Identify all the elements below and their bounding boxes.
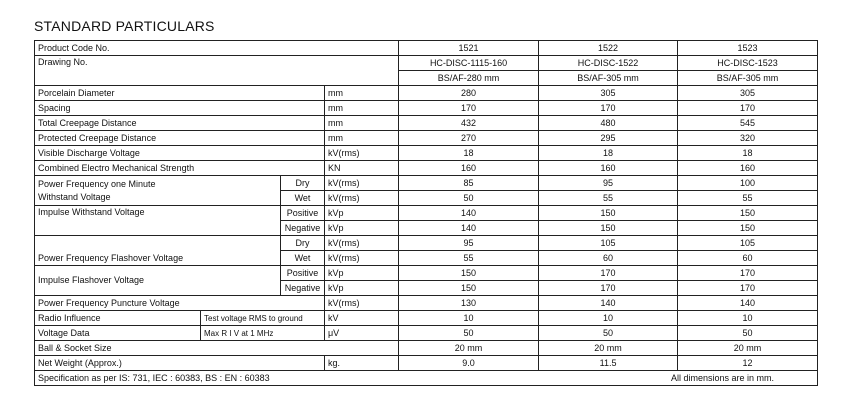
value-cell: 320 bbox=[678, 131, 818, 146]
table-row bbox=[35, 326, 818, 341]
value-cell: 170 bbox=[678, 281, 818, 296]
value-cell: 60 bbox=[539, 251, 678, 266]
row-label: Total Creepage Distance bbox=[35, 116, 325, 131]
dimensions-note: All dimensions are in mm. bbox=[671, 372, 775, 383]
product-code-label: Product Code No. bbox=[35, 41, 399, 56]
drawing-no-cell: HC-DISC-1522 bbox=[539, 56, 678, 71]
drawing-no-cell: HC-DISC-1523 bbox=[678, 56, 818, 71]
value-cell: 50 bbox=[539, 326, 678, 341]
value-cell: 170 bbox=[539, 281, 678, 296]
value-cell: 130 bbox=[399, 296, 539, 311]
table-row bbox=[35, 176, 818, 191]
value-cell: 280 bbox=[399, 86, 539, 101]
condition-cell: Test voltage RMS to ground bbox=[201, 311, 325, 326]
table-row bbox=[35, 56, 818, 71]
row-label: Combined Electro Mechanical Strength bbox=[35, 161, 325, 176]
condition-cell: Positive bbox=[281, 266, 325, 281]
value-cell: 160 bbox=[539, 161, 678, 176]
value-cell: 105 bbox=[678, 236, 818, 251]
unit-cell: kVp bbox=[325, 206, 399, 221]
row-label-line: Withstand Voltage bbox=[38, 191, 111, 202]
value-cell: 10 bbox=[399, 311, 539, 326]
row-label bbox=[35, 176, 281, 206]
row-label: Power Frequency Puncture Voltage bbox=[35, 296, 325, 311]
standard-particulars-table bbox=[34, 40, 818, 386]
table-row bbox=[35, 41, 818, 56]
unit-cell: mm bbox=[325, 116, 399, 131]
value-cell: 140 bbox=[399, 221, 539, 236]
table-row bbox=[35, 296, 818, 311]
unit-cell: kV(rms) bbox=[325, 236, 399, 251]
value-cell: 295 bbox=[539, 131, 678, 146]
value-cell: 170 bbox=[678, 266, 818, 281]
row-label: Porcelain Diameter bbox=[35, 86, 325, 101]
value-cell: 18 bbox=[539, 146, 678, 161]
value-cell: 9.0 bbox=[399, 356, 539, 371]
standard-cell: BS/AF-280 mm bbox=[399, 71, 539, 86]
standard-cell: BS/AF-305 mm bbox=[678, 71, 818, 86]
unit-cell: kV(rms) bbox=[325, 251, 399, 266]
unit-cell: μV bbox=[325, 326, 399, 341]
unit-cell: kg. bbox=[325, 356, 399, 371]
condition-cell: Negative bbox=[281, 221, 325, 236]
value-cell: 105 bbox=[539, 236, 678, 251]
value-cell: 12 bbox=[678, 356, 818, 371]
value-cell: 85 bbox=[399, 176, 539, 191]
footer-row bbox=[35, 371, 818, 386]
value-cell: 150 bbox=[539, 221, 678, 236]
value-cell: 432 bbox=[399, 116, 539, 131]
value-cell: 305 bbox=[539, 86, 678, 101]
value-cell: 140 bbox=[399, 206, 539, 221]
product-code-cell: 1522 bbox=[539, 41, 678, 56]
condition-cell: Dry bbox=[281, 236, 325, 251]
value-cell: 11.5 bbox=[539, 356, 678, 371]
unit-cell: kVp bbox=[325, 266, 399, 281]
table-row bbox=[35, 116, 818, 131]
unit-cell: kV bbox=[325, 311, 399, 326]
table-row bbox=[35, 236, 818, 251]
value-cell: 170 bbox=[539, 101, 678, 116]
value-cell: 140 bbox=[539, 296, 678, 311]
value-cell: 305 bbox=[678, 86, 818, 101]
table-row bbox=[35, 131, 818, 146]
row-label: Impulse Withstand Voltage bbox=[35, 206, 281, 236]
value-cell: 170 bbox=[539, 266, 678, 281]
table-row bbox=[35, 206, 818, 221]
value-cell: 150 bbox=[678, 206, 818, 221]
value-cell: 270 bbox=[399, 131, 539, 146]
unit-cell: kV(rms) bbox=[325, 176, 399, 191]
value-cell: 18 bbox=[399, 146, 539, 161]
unit-cell: mm bbox=[325, 101, 399, 116]
value-cell: 140 bbox=[678, 296, 818, 311]
product-code-cell: 1521 bbox=[399, 41, 539, 56]
row-label: Spacing bbox=[35, 101, 325, 116]
row-label: Ball & Socket Size bbox=[35, 341, 399, 356]
standard-cell: BS/AF-305 mm bbox=[539, 71, 678, 86]
drawing-no-label: Drawing No. bbox=[35, 56, 399, 86]
value-cell: 55 bbox=[539, 191, 678, 206]
value-cell: 545 bbox=[678, 116, 818, 131]
unit-cell: kVp bbox=[325, 281, 399, 296]
value-cell: 160 bbox=[678, 161, 818, 176]
unit-cell: mm bbox=[325, 86, 399, 101]
unit-cell: kV(rms) bbox=[325, 296, 399, 311]
value-cell: 160 bbox=[399, 161, 539, 176]
table-row bbox=[35, 341, 818, 356]
table-row bbox=[35, 86, 818, 101]
specification-note: Specification as per IS: 731, IEC : 60383, BS : EN : 60383 bbox=[38, 372, 270, 383]
value-cell: 10 bbox=[678, 311, 818, 326]
row-label-line: Power Frequency one Minute bbox=[38, 178, 156, 189]
table-row bbox=[35, 161, 818, 176]
value-cell: 20 mm bbox=[678, 341, 818, 356]
unit-cell: kV(rms) bbox=[325, 146, 399, 161]
value-cell: 95 bbox=[399, 236, 539, 251]
value-cell: 55 bbox=[399, 251, 539, 266]
drawing-no-cell: HC-DISC-1115-160 bbox=[399, 56, 539, 71]
unit-cell: KN bbox=[325, 161, 399, 176]
condition-cell: Negative bbox=[281, 281, 325, 296]
unit-cell: mm bbox=[325, 131, 399, 146]
page-title: STANDARD PARTICULARS bbox=[34, 18, 215, 34]
value-cell: 150 bbox=[399, 266, 539, 281]
table-row bbox=[35, 101, 818, 116]
condition-cell: Wet bbox=[281, 191, 325, 206]
table-row bbox=[35, 266, 818, 281]
value-cell: 60 bbox=[678, 251, 818, 266]
condition-cell: Positive bbox=[281, 206, 325, 221]
unit-cell: kVp bbox=[325, 221, 399, 236]
row-label: Net Weight (Approx.) bbox=[35, 356, 325, 371]
value-cell: 480 bbox=[539, 116, 678, 131]
value-cell: 55 bbox=[678, 191, 818, 206]
value-cell: 10 bbox=[539, 311, 678, 326]
table-row bbox=[35, 146, 818, 161]
row-label: Protected Creepage Distance bbox=[35, 131, 325, 146]
row-label: Radio Influence bbox=[35, 311, 201, 326]
table-row bbox=[35, 356, 818, 371]
value-cell: 18 bbox=[678, 146, 818, 161]
value-cell: 50 bbox=[399, 326, 539, 341]
value-cell: 150 bbox=[539, 206, 678, 221]
value-cell: 100 bbox=[678, 176, 818, 191]
value-cell: 20 mm bbox=[539, 341, 678, 356]
condition-cell: Dry bbox=[281, 176, 325, 191]
condition-cell: Wet bbox=[281, 251, 325, 266]
value-cell: 20 mm bbox=[399, 341, 539, 356]
row-label: Voltage Data bbox=[35, 326, 201, 341]
value-cell: 50 bbox=[399, 191, 539, 206]
product-code-cell: 1523 bbox=[678, 41, 818, 56]
value-cell: 170 bbox=[399, 101, 539, 116]
table-row bbox=[35, 311, 818, 326]
value-cell: 95 bbox=[539, 176, 678, 191]
value-cell: 150 bbox=[678, 221, 818, 236]
unit-cell: kV(rms) bbox=[325, 191, 399, 206]
row-label: Visible Discharge Voltage bbox=[35, 146, 325, 161]
table-row bbox=[35, 371, 818, 386]
value-cell: 50 bbox=[678, 326, 818, 341]
row-label: Impulse Flashover Voltage bbox=[35, 266, 281, 296]
value-cell: 150 bbox=[399, 281, 539, 296]
condition-cell: Max R I V at 1 MHz bbox=[201, 326, 325, 341]
value-cell: 170 bbox=[678, 101, 818, 116]
row-label: Power Frequency Flashover Voltage bbox=[35, 236, 281, 266]
